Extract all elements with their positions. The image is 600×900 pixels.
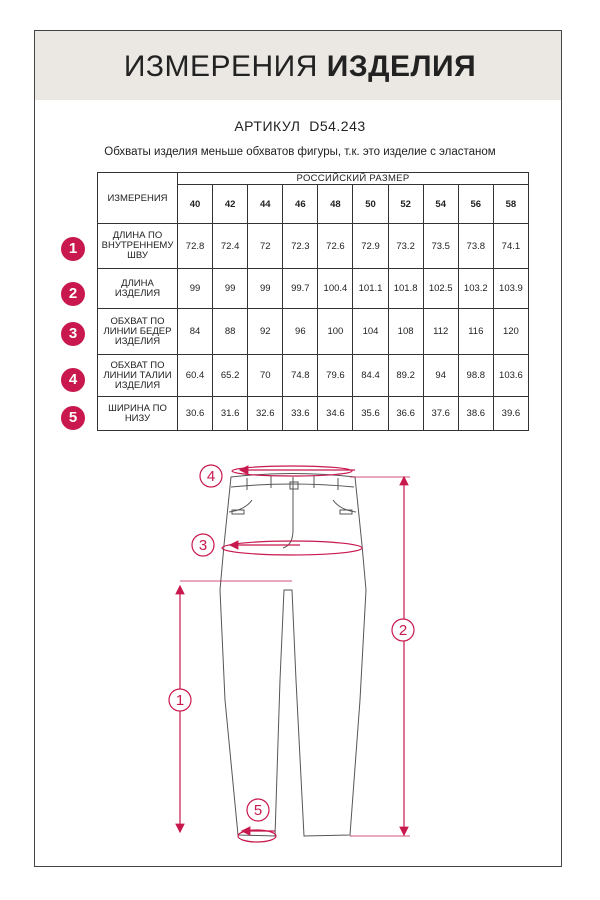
row-number-badge: 5	[61, 406, 85, 430]
table-cell: 39.6	[493, 397, 528, 431]
waist-loop	[232, 466, 352, 476]
row-number-badge: 3	[61, 322, 85, 346]
table-cell: 99	[248, 269, 283, 309]
size-cell: 40	[178, 185, 213, 224]
table-cell: 104	[353, 309, 388, 355]
table-cell: 38.6	[458, 397, 493, 431]
table-cell: 70	[248, 355, 283, 397]
marker-3-label: 3	[198, 537, 208, 554]
table-cell: 102.5	[423, 269, 458, 309]
row-number-badge: 2	[61, 282, 85, 306]
row-number-badge: 1	[61, 237, 85, 261]
table-cell: 84.4	[353, 355, 388, 397]
table-cell: 73.2	[388, 224, 423, 269]
table-cell: 72	[248, 224, 283, 269]
size-cell: 54	[423, 185, 458, 224]
table-cell: 36.6	[388, 397, 423, 431]
table-cell: 98.8	[458, 355, 493, 397]
title-light: ИЗМЕРЕНИЯ	[123, 50, 318, 83]
table-cell: 74.1	[493, 224, 528, 269]
row-number-badge: 4	[61, 368, 85, 392]
table-cell: 65.2	[213, 355, 248, 397]
table-cell: 101.8	[388, 269, 423, 309]
table-cell: 116	[458, 309, 493, 355]
measure-header: ИЗМЕРЕНИЯ	[98, 173, 178, 224]
table-cell: 100	[318, 309, 353, 355]
table-cell: 79.6	[318, 355, 353, 397]
size-cell: 56	[458, 185, 493, 224]
table-cell: 72.8	[178, 224, 213, 269]
table-cell: 96	[283, 309, 318, 355]
table-cell: 73.8	[458, 224, 493, 269]
table-cell: 103.6	[493, 355, 528, 397]
table-cell: 103.9	[493, 269, 528, 309]
table-cell: 60.4	[178, 355, 213, 397]
table-cell: 100.4	[318, 269, 353, 309]
table-cell: 99	[213, 269, 248, 309]
size-cell: 58	[493, 185, 528, 224]
marker-4-label: 4	[206, 468, 216, 485]
table-cell: 88	[213, 309, 248, 355]
elastane-note: Обхваты изделия меньше обхватов фигуры, т.к. это изделие с эластаном	[104, 146, 496, 158]
table-cell: 72.6	[318, 224, 353, 269]
row-label: ОБХВАТ ПО ЛИНИИ ТАЛИИ ИЗДЕЛИЯ	[98, 355, 178, 397]
table-cell: 108	[388, 309, 423, 355]
table-cell: 103.2	[458, 269, 493, 309]
size-cell: 46	[283, 185, 318, 224]
table-cell: 72.3	[283, 224, 318, 269]
table-cell: 31.6	[213, 397, 248, 431]
row-label: ДЛИНА ПО ВНУТРЕННЕМУ ШВУ	[98, 224, 178, 269]
article-code: D54.243	[309, 118, 366, 134]
hip-loop	[222, 541, 362, 555]
size-cell: 42	[213, 185, 248, 224]
table-cell: 99	[178, 269, 213, 309]
size-cell: 50	[353, 185, 388, 224]
size-cell: 44	[248, 185, 283, 224]
table-cell: 89.2	[388, 355, 423, 397]
table-cell: 112	[423, 309, 458, 355]
table-cell: 99.7	[283, 269, 318, 309]
table-cell: 94	[423, 355, 458, 397]
table-cell: 32.6	[248, 397, 283, 431]
size-cell: 48	[318, 185, 353, 224]
marker-1-label: 1	[175, 692, 185, 709]
trousers-outline	[220, 474, 366, 837]
table-cell: 35.6	[353, 397, 388, 431]
table-cell: 84	[178, 309, 213, 355]
row-label: ДЛИНА ИЗДЕЛИЯ	[98, 269, 178, 309]
table-cell: 74.8	[283, 355, 318, 397]
row-label: ШИРИНА ПО НИЗУ	[98, 397, 178, 431]
table-cell: 72.9	[353, 224, 388, 269]
table-cell: 101.1	[353, 269, 388, 309]
table-cell: 34.6	[318, 397, 353, 431]
table-cell: 33.6	[283, 397, 318, 431]
table-cell: 120	[493, 309, 528, 355]
table-cell: 37.6	[423, 397, 458, 431]
table-cell: 30.6	[178, 397, 213, 431]
diagram-markers	[169, 465, 414, 821]
marker-2-label: 2	[398, 622, 408, 639]
marker-5-label: 5	[253, 802, 263, 819]
article-label: АРТИКУЛ	[234, 118, 301, 134]
table-cell: 72.4	[213, 224, 248, 269]
row-label: ОБХВАТ ПО ЛИНИИ БЕДЕР ИЗДЕЛИЯ	[98, 309, 178, 355]
table-cell: 92	[248, 309, 283, 355]
title-bold: ИЗДЕЛИЯ	[326, 50, 477, 83]
table-cell: 73.5	[423, 224, 458, 269]
size-system-header: РОССИЙСКИЙ РАЗМЕР	[178, 173, 529, 185]
size-cell: 52	[388, 185, 423, 224]
